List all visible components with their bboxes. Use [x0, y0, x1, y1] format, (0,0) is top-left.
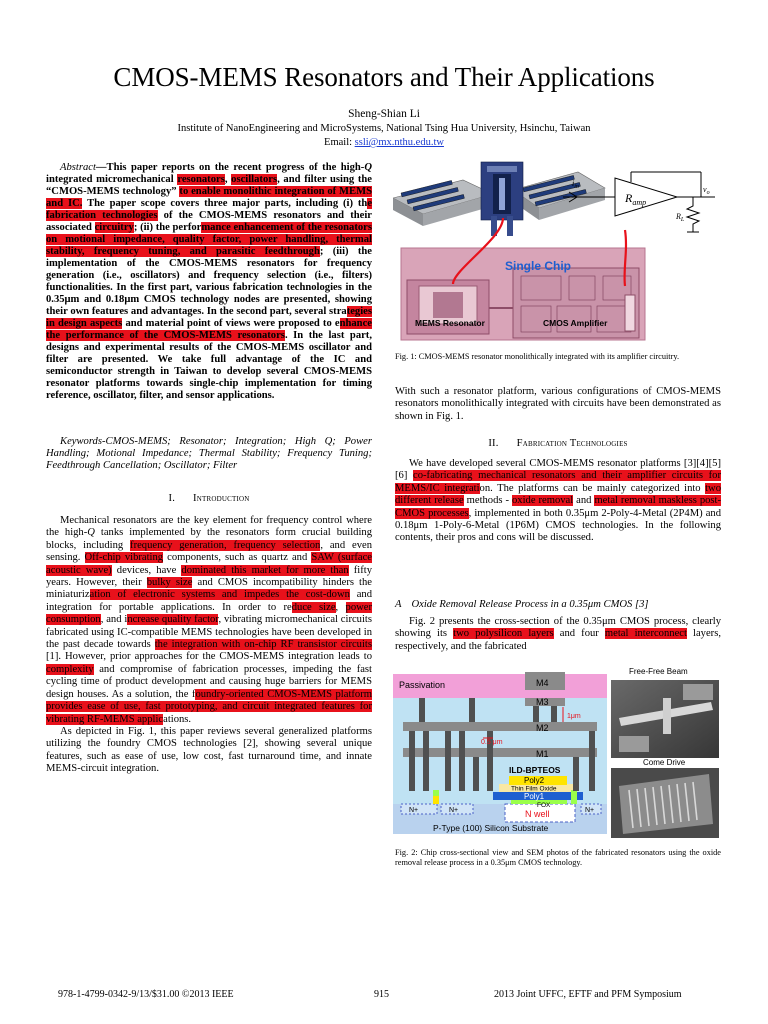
highlight: two different release — [395, 482, 721, 507]
intro-body — [46, 515, 372, 776]
abstract-lead: Abstract — [60, 162, 96, 173]
dimension-05um: 0.5 μm — [481, 739, 503, 746]
subsection-title: Oxide Removal Release Process in a 0.35μm CMOS [3] — [411, 599, 649, 610]
abstract-text: integrated micromechanical — [46, 174, 178, 185]
paragraph: With such a resonator platform, various configurations of CMOS-MEMS resonators monolithically integrated with circuits have been demonstrated as shown in Fig. 1. — [395, 386, 721, 422]
email-label: Email: — [324, 137, 355, 148]
substrate-label: P-Type (100) Silicon Substrate — [433, 823, 549, 833]
subsection-label: A — [395, 599, 402, 610]
cmos-amplifier-label: CMOS Amplifier — [543, 318, 608, 328]
highlight: complexity — [46, 663, 94, 675]
text: devices, have — [111, 564, 182, 576]
highlight: bulky size — [146, 577, 193, 589]
text: on. The platforms can be mainly categorized into — [479, 482, 706, 494]
iin-label: $i_{in}$ — [572, 179, 579, 190]
highlight: oscillators — [231, 174, 278, 185]
highlight: ation of electronic systems and impedes the cost-down — [89, 589, 350, 601]
email-line — [0, 137, 768, 148]
right-intro-text — [395, 386, 721, 423]
highlight: circuitry — [94, 222, 134, 233]
highlight: tegies in design aspects — [46, 306, 372, 329]
text: , and even sensing. — [46, 539, 373, 564]
highlight: frequency generation, frequency selection — [130, 539, 321, 551]
text: , implemented in both 0.35μm 2-Poly-4-Metal (2P4M) and 0.18μm 1-Poly-6-Metal (1P6M) CMOS technologies. In the following contents, their pros and cons will be discussed. — [395, 507, 721, 544]
keywords: Keywords-CMOS-MEMS; Resonator; Integration; High Q; Power Handling; Motional Impedance; Thermal Stability; Frequency Tuning; Feedthrough Cancellation; Oscillator; Filter — [46, 436, 372, 471]
rl-label: $R_L$ — [676, 212, 685, 223]
section-heading-fabrication — [395, 438, 721, 449]
highlight: metal interconnect — [604, 628, 687, 640]
text: , — [335, 601, 346, 613]
nplus-label: N+ — [409, 807, 419, 814]
abstract-dash: — — [95, 162, 107, 173]
nplus-label: N+ — [449, 807, 459, 814]
highlight: to enable monolithic integration of MEMS and IC. — [46, 186, 372, 209]
text: ations. — [163, 713, 192, 725]
vo-label: $v_o$ — [703, 185, 710, 196]
abstract-text: of the CMOS-MEMS resonators and their associated — [46, 210, 372, 233]
section-heading-intro — [46, 493, 372, 504]
figure-2-caption: Fig. 2: Chip cross-sectional view and SEM photos of the fabricated resonators using the oxide removal release process in a 0.35μm CMOS technology. — [395, 848, 721, 867]
highlight: resonators — [177, 174, 225, 185]
figure-1 — [393, 160, 723, 350]
highlight: Off-chip vibrating — [84, 552, 164, 564]
text: Fig. 2 presents the cross-section of the 0.35μm CMOS process, clearly showing its — [395, 616, 721, 640]
m1-label: M1 — [536, 749, 549, 759]
highlight: mance enhancement of the resonators on motional impedance, quality factor, power handling, thermal stability, frequency tuning, and parasitic feedthrough — [46, 222, 373, 257]
highlight: dominated this market for more than — [181, 564, 349, 576]
intro-paragraph-2: As depicted in Fig. 1, this paper reviews several generalized platforms utilizing the foundry CMOS technologies [2], showing several unique features, such as ease of use, low cost, fast turnaround time, and innate MEMS-circuit integration. — [46, 725, 372, 775]
intro-paragraph-1 — [46, 515, 372, 726]
highlight: ncrease quality factor — [127, 614, 219, 626]
single-chip-label: Single Chip — [505, 259, 571, 273]
text: , vibrating micromechanical circuits fabricated using IC-compatible MEMS technologies have been developed in the past decade towards — [46, 614, 372, 651]
ild-label: ILD-BPTEOS — [509, 765, 561, 775]
subsection-heading-a — [395, 599, 721, 610]
text: components, such as quartz and — [163, 552, 312, 564]
figure-1-caption: Fig. 1: CMOS-MEMS resonator monolithically integrated with its amplifier circuitry. — [395, 352, 680, 361]
passivation-label: Passivation — [399, 680, 446, 690]
nwell-label: N well — [525, 809, 550, 819]
abstract-text: , — [224, 174, 232, 185]
poly1-label: Poly1 — [524, 792, 545, 801]
nplus-label: N+ — [585, 807, 595, 814]
abstract-text: ; (ii) the perfor — [133, 222, 202, 233]
fab-paragraph — [395, 458, 721, 545]
highlight: e fabrication technologies — [46, 198, 373, 221]
highlight: duce size — [291, 601, 336, 613]
highlight: metal removal maskless post-CMOS processes — [395, 495, 722, 519]
text: layers, respectively, and the fabricated — [395, 628, 721, 652]
text: and — [573, 495, 595, 507]
section-number: II. — [488, 438, 499, 449]
abstract-text: The paper scope covers three major parts, including (i) th — [82, 198, 368, 209]
section-number: I. — [168, 493, 176, 504]
sem-photo-free-free-beam — [611, 680, 719, 758]
section-title: Introduction — [193, 493, 250, 504]
author: Sheng-Shian Li — [348, 108, 420, 120]
m3-label: M3 — [536, 697, 549, 707]
text: [1]. However, prior approaches for the CMOS-MEMS integration leads to — [46, 651, 372, 663]
highlight: co-fabricating mechanical resonators and their amplifier circuits for MEMS/IC integrati — [395, 470, 721, 494]
mems-resonator-label: MEMS Resonator — [415, 318, 485, 328]
abstract-text: ; (iii) the implementation of the CMOS-MEMS resonators for frequency generation (i.e., oscillators) and frequency selection (i.e., filters) functionalities. In the first part, various fabrication technologies in the 0.35μm and 0.18μm CMOS technology nodes are presented, showing their own features and advantages. In the second part, several stra — [46, 246, 372, 317]
text: and CMOS incompatibility hinders the miniaturiz — [46, 577, 372, 601]
m4-label: M4 — [536, 678, 549, 688]
highlight: the integration with on-chip RF transistor circuits — [154, 639, 372, 651]
highlight: nhance the performance of the CMOS-MEMS resonators — [46, 318, 372, 341]
abstract-text: This paper reports on the recent progress of the high- — [106, 162, 365, 173]
figure-2 — [393, 662, 723, 847]
text: tanks implemented by the resonators form crucial building blocks, including — [46, 527, 373, 551]
sem1-label: Free-Free Beam — [629, 667, 688, 676]
text: , and i — [100, 614, 128, 626]
footer-copyright: 978-1-4799-0342-9/13/$31.00 ©2013 IEEE — [58, 989, 234, 1000]
text: and four — [553, 628, 605, 640]
fabrication-body — [395, 458, 721, 545]
section-title: Fabrication Technologies — [516, 438, 628, 449]
fox-label: FOX — [537, 802, 551, 809]
highlight: power consumption — [46, 601, 372, 626]
page-number: 915 — [374, 989, 389, 1000]
dimension-1um: 1μm — [567, 713, 581, 720]
highlight: oxide removal — [511, 495, 574, 507]
oxide-paragraph — [395, 616, 721, 653]
abstract — [46, 162, 372, 402]
email-link[interactable]: ssli@mx.nthu.edu.tw — [354, 137, 444, 148]
poly2-label: Poly2 — [524, 776, 545, 785]
abstract-text: . In the last part, designs and experimental results of the CMOS-MEMS oscillator and filter are presented. We take full advantage of the IC and semiconductor strength in Taiwan to develop several CMOS-MEMS resonator platforms towards single-chip implementation for timing reference, oscillator, filter, and sensor applications. — [46, 330, 372, 401]
text: and integration for portable applications. In order to re — [46, 589, 372, 613]
sem-photo-comb-drive — [611, 768, 719, 838]
text: fifty years. However, their — [46, 564, 372, 589]
paper-title: CMOS-MEMS Resonators and Their Applications — [113, 62, 655, 92]
text: Q — [87, 527, 95, 539]
footer-venue: 2013 Joint UFFC, EFTF and PFM Symposium — [494, 989, 682, 1000]
highlight: SAW (surface acoustic wave) — [46, 552, 372, 576]
abstract-text: , and filter using the “CMOS-MEMS technology” — [46, 174, 372, 197]
ramp-label: $R_{amp}$ — [625, 191, 647, 207]
text: methods - — [463, 495, 512, 507]
cross-section-diagram — [393, 672, 607, 834]
highlight: oundry-oriented CMOS-MEMS platform provides ease of use, fast prototyping, and circuit integrated features for vibrating RF-MEMS applic — [46, 688, 372, 725]
abstract-q: Q — [364, 162, 372, 173]
thin-oxide-label: Thin Film Oxide — [511, 785, 557, 793]
text: We have developed several CMOS-MEMS resonator platforms [3][4][5][6] — [395, 458, 721, 482]
sem2-label: Come Drive — [643, 758, 686, 767]
m2-label: M2 — [536, 723, 549, 733]
highlight: two polysilicon layers — [453, 628, 554, 640]
oxide-body — [395, 616, 721, 653]
abstract-text: and material point of views were proposed to e — [122, 318, 340, 329]
text: and compromise of fabrication processes, impeding the fast cycling time of product development and causing huge barriers for MEMS design houses. As a solution, the f — [46, 663, 372, 700]
affiliation: Institute of NanoEngineering and MicroSystems, National Tsing Hua University, Hsinchu, Taiwan — [177, 123, 591, 134]
text: Mechanical resonators are the key element for frequency control where the high- — [46, 515, 372, 539]
